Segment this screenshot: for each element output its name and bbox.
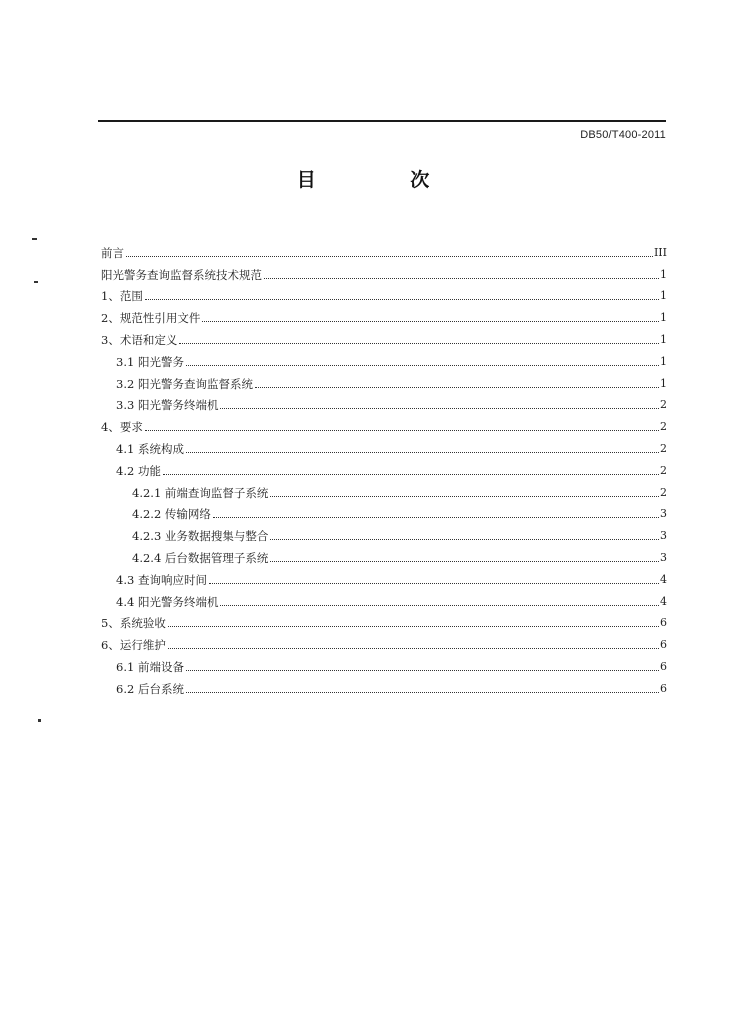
toc-entry-page: 1 — [660, 289, 667, 303]
toc-entry-label: 4.2 功能 — [116, 463, 161, 478]
toc-entry-page: 6 — [660, 659, 667, 673]
toc-entry — [101, 565, 667, 587]
toc-entry-label: 6.2 后台系统 — [116, 681, 184, 696]
toc-entry-page: 1 — [660, 267, 667, 281]
dot-leader — [220, 408, 659, 409]
toc-entry-page: 4 — [660, 594, 667, 608]
toc-entry-label: 1、范围 — [101, 289, 143, 304]
toc-entry-page: 3 — [660, 550, 667, 564]
toc-entry-page: 6 — [660, 616, 667, 630]
toc-entry-page: 6 — [660, 681, 667, 695]
toc-entry — [101, 478, 667, 500]
toc-entry — [101, 347, 667, 369]
dot-leader — [209, 583, 659, 584]
toc-entry-label: 4.2.1 前端查询监督子系统 — [132, 485, 269, 500]
toc-entry — [101, 543, 667, 565]
toc-entry-page: 1 — [660, 311, 667, 325]
toc-entry-label: 6、运行维护 — [101, 638, 166, 653]
toc-entry — [101, 434, 667, 456]
toc-entry-page: 2 — [660, 420, 667, 434]
toc-entry — [101, 456, 667, 478]
toc-entry-page: 1 — [660, 376, 667, 390]
dot-leader — [186, 365, 659, 366]
toc-entry-label: 5、系统验收 — [101, 616, 166, 631]
toc-entry — [101, 674, 667, 696]
toc-entry — [101, 521, 667, 543]
toc-entry — [101, 369, 667, 391]
toc-entry — [101, 238, 667, 260]
toc-entry-label: 前言 — [101, 245, 124, 260]
dot-leader — [126, 256, 653, 257]
dot-leader — [186, 452, 659, 453]
toc-entry-label: 4.3 查询响应时间 — [116, 572, 207, 587]
dot-leader — [213, 517, 659, 518]
dot-leader — [163, 474, 659, 475]
toc-entry-label: 阳光警务查询监督系统技术规范 — [101, 267, 262, 282]
toc-entry — [101, 260, 667, 282]
dot-leader — [264, 278, 659, 279]
toc-entry-page: III — [653, 245, 667, 259]
toc-entry-page: 1 — [660, 332, 667, 346]
toc-entry-page: 3 — [660, 529, 667, 543]
toc-entry — [101, 609, 667, 631]
scan-mark — [34, 281, 38, 283]
toc-entry-page: 2 — [660, 398, 667, 412]
toc-entry-label: 4.2.2 传输网络 — [132, 507, 211, 522]
dot-leader — [168, 648, 659, 649]
toc-entry-page: 1 — [660, 354, 667, 368]
dot-leader — [186, 692, 659, 693]
toc-entry-label: 6.1 前端设备 — [116, 659, 184, 674]
scan-mark — [32, 238, 37, 240]
dot-leader — [270, 561, 659, 562]
dot-leader — [255, 387, 659, 388]
toc-entry-label: 3、术语和定义 — [101, 332, 178, 347]
toc-entry — [101, 282, 667, 304]
toc-entry — [101, 630, 667, 652]
dot-leader — [270, 539, 659, 540]
dot-leader — [179, 343, 659, 344]
table-of-contents — [101, 238, 667, 696]
toc-entry-label: 4.2.4 后台数据管理子系统 — [132, 550, 269, 565]
toc-entry — [101, 500, 667, 522]
dot-leader — [145, 430, 659, 431]
toc-entry-page: 3 — [660, 507, 667, 521]
toc-entry-label: 2、规范性引用文件 — [101, 311, 201, 326]
toc-entry-page: 4 — [660, 572, 667, 586]
toc-title: 目 次 — [296, 169, 474, 191]
toc-entry — [101, 412, 667, 434]
dot-leader — [270, 496, 659, 497]
toc-entry-page: 2 — [660, 463, 667, 477]
toc-entry-label: 3.2 阳光警务查询监督系统 — [116, 376, 253, 391]
dot-leader — [202, 321, 659, 322]
dot-leader — [168, 626, 659, 627]
toc-entry-label: 4.1 系统构成 — [116, 441, 184, 456]
dot-leader — [186, 670, 659, 671]
document-code: DB50/T400-2011 — [580, 129, 666, 141]
toc-entry — [101, 391, 667, 413]
toc-entry-label: 3.1 阳光警务 — [116, 354, 184, 369]
dot-leader — [145, 299, 659, 300]
toc-entry-page: 2 — [660, 441, 667, 455]
toc-entry — [101, 303, 667, 325]
toc-entry — [101, 325, 667, 347]
toc-entry-label: 4、要求 — [101, 420, 143, 435]
dot-leader — [220, 605, 659, 606]
scan-mark — [38, 719, 41, 722]
toc-entry — [101, 652, 667, 674]
toc-entry — [101, 587, 667, 609]
toc-entry-page: 2 — [660, 485, 667, 499]
toc-entry-label: 4.2.3 业务数据搜集与整合 — [132, 529, 269, 544]
toc-entry-label: 4.4 阳光警务终端机 — [116, 594, 219, 609]
header-rule — [98, 120, 666, 122]
toc-entry-page: 6 — [660, 638, 667, 652]
toc-entry-label: 3.3 阳光警务终端机 — [116, 398, 219, 413]
